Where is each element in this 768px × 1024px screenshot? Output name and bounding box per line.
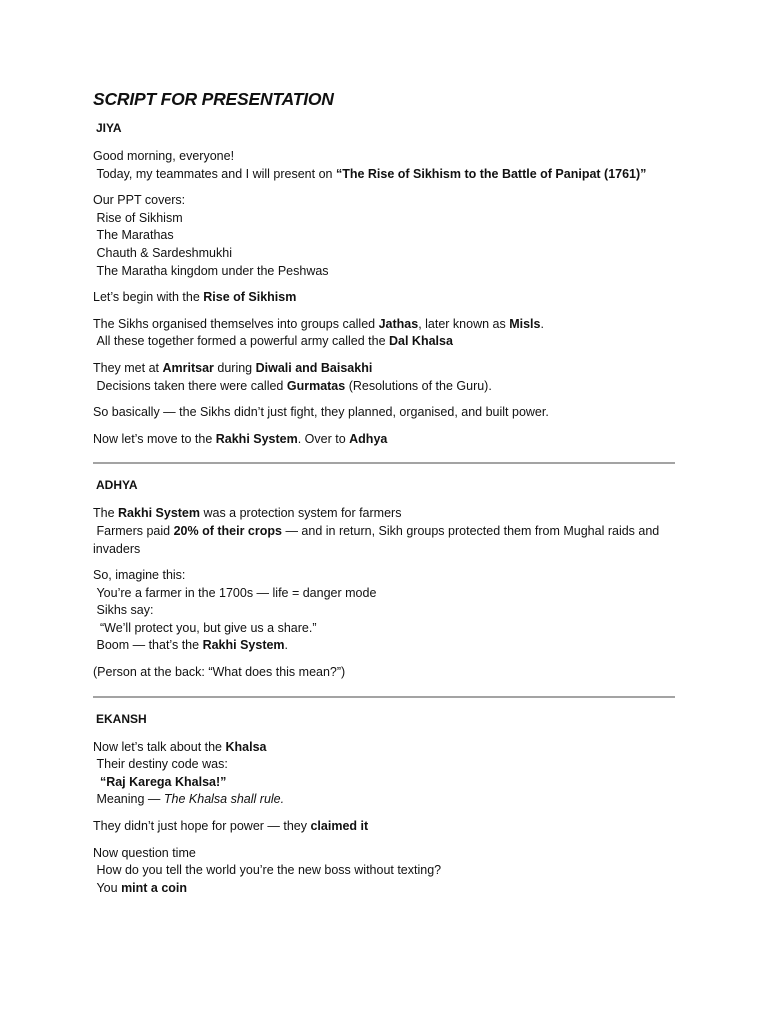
text-run: The [93,506,119,521]
script-line [93,245,678,263]
script-paragraph [93,739,678,809]
script-line [93,431,678,449]
text-run: Now let’s move to the [93,431,216,446]
script-line [93,774,678,792]
text-run: Farmers paid [93,523,174,538]
script-line [93,289,678,307]
script-line [93,210,678,228]
speaker-heading: ADHYA [96,478,138,493]
bold-text: Adhya [349,431,388,446]
text-run: The Sikhs organised themselves into groups called [93,316,379,331]
text-run: during [213,360,256,375]
bold-text: Dal Khalsa [389,334,453,349]
bold-text: Rise of Sikhism [203,290,297,305]
bold-text: Rakhi System [202,638,285,653]
text-run: They met at [93,360,163,375]
script-line [93,791,678,809]
text-run: How do you tell the world you’re the new boss without texting? [93,863,442,878]
bold-text: Misls [509,316,541,331]
bold-text: Khalsa [225,739,267,754]
script-paragraph [93,360,678,395]
script-paragraph [93,404,678,422]
script-line [93,567,678,585]
text-run: — and in return, Sikh groups protected them from Mughal raids and invaders [93,523,663,556]
italic-text: The Khalsa shall rule. [163,792,285,807]
script-line [93,263,678,281]
script-line [93,620,678,638]
script-paragraph [93,505,678,558]
script-line [93,505,678,523]
script-paragraph [93,289,678,307]
bold-text: Rakhi System [118,506,200,521]
script-paragraph [93,664,678,682]
bold-text: Amritsar [162,360,214,375]
text-run: Their destiny code was: [93,757,228,772]
text-run: The Marathas [93,228,174,243]
section-divider [93,462,675,464]
script-line [93,316,678,334]
script-line [93,664,678,682]
text-run: “We’ll protect you, but give us a share.” [93,620,317,635]
text-run: Meaning — [93,792,164,807]
bold-text: Rakhi System [215,431,298,446]
script-line [93,227,678,245]
text-run: Sikhs say: [93,603,154,618]
text-run: You [93,880,122,895]
text-run: Rise of Sikhism [93,210,183,225]
script-line [93,818,678,836]
text-run: . [284,638,289,653]
text-run: was a protection system for farmers [200,506,402,521]
script-line [93,378,678,396]
script-line [93,845,678,863]
script-line [93,166,678,184]
bold-text: Diwali and Baisakhi [255,360,373,375]
text-run: All these together formed a powerful army called the [93,334,389,349]
script-paragraph [93,567,678,655]
text-run: Now question time [93,845,196,860]
text-run: , later known as [418,316,510,331]
text-run: Decisions taken there were called [93,378,287,393]
text-run: Boom — that’s the [93,638,203,653]
text-run: You’re a farmer in the 1700s — life = danger mode [93,585,377,600]
bold-text: “Raj Karega Khalsa!” [93,774,227,789]
script-line [93,404,678,422]
script-paragraph [93,316,678,351]
speaker-heading: JIYA [96,121,122,135]
speaker-heading: EKANSH [96,711,147,726]
script-line [93,333,678,351]
script-line [93,602,678,620]
bold-text: mint a coin [121,880,188,895]
text-run: Our PPT covers: [93,193,186,208]
script-line [93,739,678,757]
text-run: Let’s begin with the [93,290,204,305]
text-run: Good morning, everyone! [93,149,235,163]
document-title: SCRIPT FOR PRESENTATION [93,89,334,109]
script-line [93,880,678,898]
script-line [93,756,678,774]
script-line [93,862,678,880]
bold-text: “The Rise of Sikhism to the Battle of Panipat (1761)” [335,166,647,181]
script-paragraph [93,818,678,836]
script-line [93,585,678,603]
script-line [93,192,678,210]
script-line [93,523,678,558]
text-run: So basically — the Sikhs didn’t just fight, they planned, organised, and built power. [93,405,549,420]
section-divider [93,696,675,698]
text-run: Today, my teammates and I will present on [93,166,336,181]
script-line [93,637,678,655]
text-run: Chauth & Sardeshmukhi [93,245,232,260]
text-run: . Over to [297,431,350,446]
text-run: (Resolutions of the Guru). [345,378,492,393]
text-run: (Person at the back: “What does this mean?”) [93,665,346,680]
text-run: . [540,316,544,331]
script-paragraph [93,845,678,898]
text-run: So, imagine this: [93,568,186,583]
script-paragraph [93,148,678,183]
text-run: The Maratha kingdom under the Peshwas [93,263,329,278]
text-run: Now let’s talk about the [93,739,226,754]
bold-text: claimed it [310,819,369,834]
script-line [93,148,678,166]
script-paragraph [93,192,678,280]
script-line [93,360,678,378]
text-run: They didn’t just hope for power — they [93,819,311,834]
script-paragraph [93,431,678,449]
document-body [93,88,678,897]
bold-text: 20% of their crops [173,523,282,538]
bold-text: Gurmatas [286,378,346,393]
bold-text: Jathas [378,316,419,331]
